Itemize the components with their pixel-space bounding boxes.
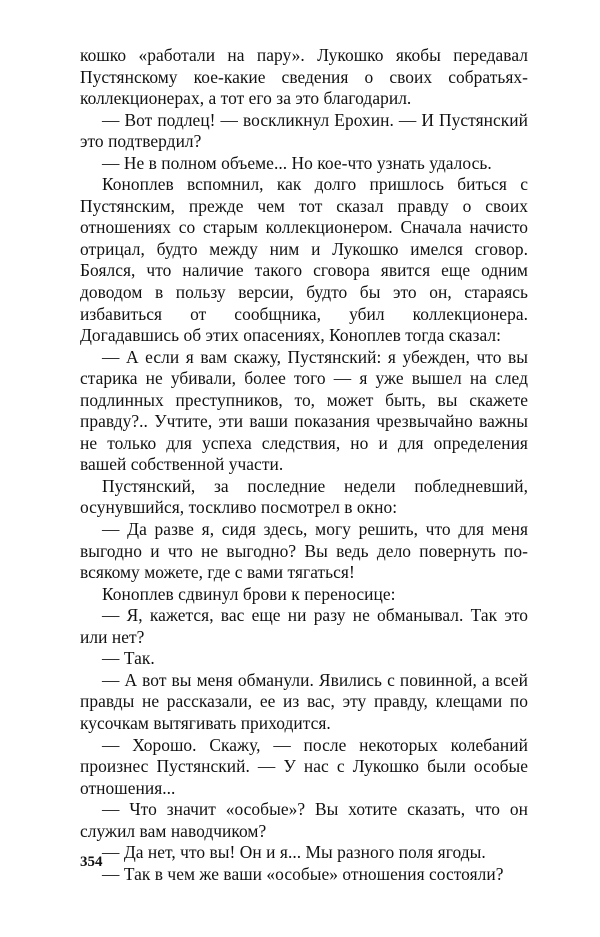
paragraph: Коноплев вспомнил, как долго пришлось биться с Пустянским, прежде чем тот сказал правду о своих отношениях со старым коллекционером. Сначала начисто отрицал, будто между ним и Лукошко имелся сговор. Боялся, что наличие такого сговора явится еще одним доводом в пользу версии, будто бы это он, стараясь избавиться от сообщника, убил коллекционера. Догадавшись об этих опасениях, Коноплев тогда сказал: (80, 174, 528, 346)
paragraph: — Так. (102, 648, 155, 669)
paragraph: Пустянский, за последние недели побледневший, осунувшийся, тоскливо посмотрел в окно: (80, 475, 528, 518)
paragraph: — А если я вам скажу, Пустянский: я убежден, что вы старика не убивали, более того — я уже вышел на след подлинных преступников, то, может быть, вы скажете правду?.. Учтите, эти ваши показания чрезвычайно важны не только для успеха следствия, но и для определения вашей собственной участи. (80, 346, 528, 475)
paragraph: — Да нет, что вы! Он и я... Мы разного поля ягоды. (102, 842, 486, 863)
page-number: 354 (80, 854, 103, 870)
paragraph: — Так в чем же ваши «особые» отношения состояли? (102, 863, 504, 884)
paragraph: — Вот подлец! — воскликнул Ерохин. — И Пустянский это подтвердил? (80, 109, 528, 152)
paragraph: Коноплев сдвинул брови к переносице: (102, 583, 396, 604)
paragraph: — Не в полном объеме... Но кое-что узнать удалось. (102, 152, 492, 173)
paragraph: — Что значит «особые»? Вы хотите сказать, что он служил вам наводчиком? (80, 799, 528, 841)
paragraph: — Я, кажется, вас еще ни разу не обманывал. Так это или нет? (80, 605, 528, 647)
paragraph: — Да разве я, сидя здесь, могу решить, что для меня выгодно и что не выгодно? Вы ведь дело повернуть по-всякому можете, где с вами тягаться! (80, 519, 528, 583)
paragraph: кошко «работали на пару». Лукошко якобы передавал Пустянскому кое-какие сведения о своих собратьях-коллекционерах, а тот его за это благодарил. (80, 45, 528, 109)
paragraph: — А вот вы меня обманули. Явились с повинной, а всей правды не рассказали, ее из вас, эту правду, клещами по кусочкам вытягивать приходится. (80, 669, 528, 733)
body-text (80, 45, 528, 885)
paragraph: — Хорошо. Скажу, — после некоторых колебаний произнес Пустянский. — У нас с Лукошко были особые отношения... (80, 734, 528, 798)
